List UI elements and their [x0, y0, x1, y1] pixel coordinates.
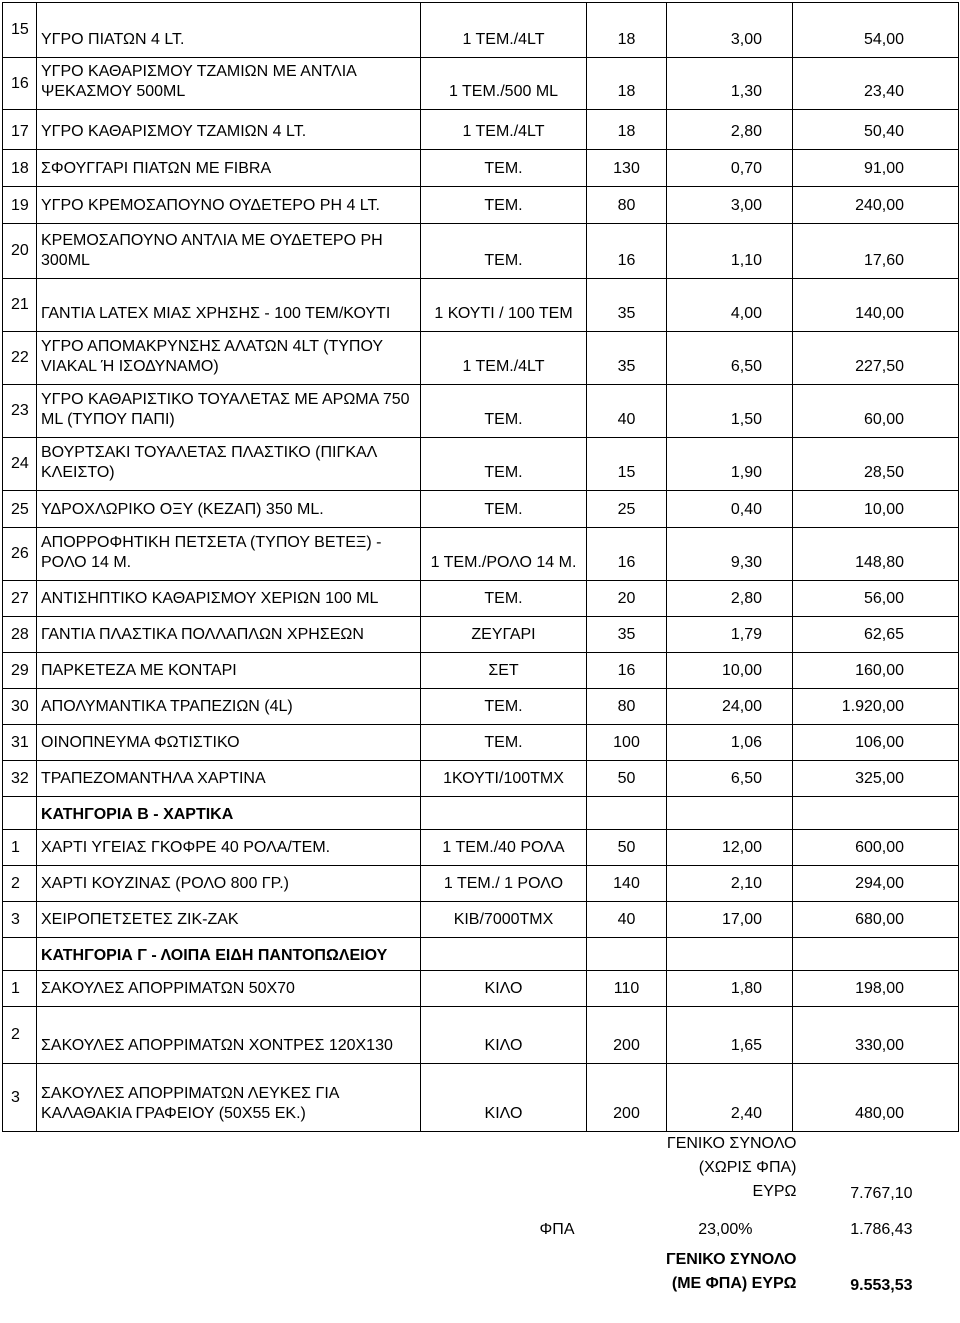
item-unit-price: 2,80 [667, 110, 793, 150]
item-total: 60,00 [793, 385, 959, 438]
item-description: ΥΓΡΟ ΚΑΘΑΡΙΣΜΟΥ ΤΖΑΜΙΩΝ ΜΕ ΑΝΤΛΙΑ ΨΕΚΑΣΜΟΥ 500ML [37, 58, 421, 110]
item-unit: 1 ΤΕΜ./500 ML [421, 58, 587, 110]
item-number: 23 [3, 385, 37, 438]
table-row [3, 385, 959, 438]
item-total: 480,00 [793, 1064, 959, 1132]
item-unit: ΤΕΜ. [421, 150, 587, 187]
item-total: 140,00 [793, 279, 959, 332]
item-unit: ΤΕΜ. [421, 438, 587, 491]
item-quantity: 20 [587, 581, 667, 617]
item-unit-price: 4,00 [667, 279, 793, 332]
item-description: ΥΓΡΟ ΑΠΟΜΑΚΡΥΝΣΗΣ ΑΛΑΤΩΝ 4LT (ΤΥΠΟΥ VIAKAL Ή ΙΣΟΔΥΝΑΜΟ) [37, 332, 421, 385]
item-total: 17,60 [793, 224, 959, 279]
summary-blank [37, 1211, 421, 1247]
item-total: 294,00 [793, 866, 959, 902]
item-total: 50,40 [793, 110, 959, 150]
item-number: 32 [3, 761, 37, 797]
item-number: 21 [3, 279, 37, 332]
item-total: 91,00 [793, 150, 959, 187]
item-unit: ΤΕΜ. [421, 187, 587, 224]
item-number: 29 [3, 653, 37, 689]
table-row [3, 110, 959, 150]
category-empty-cell [793, 938, 959, 971]
item-unit: 1 ΤΕΜ./ΡΟΛΟ 14 Μ. [421, 528, 587, 581]
table-row [3, 150, 959, 187]
category-empty-cell [587, 938, 667, 971]
item-unit-price: 0,40 [667, 491, 793, 528]
table-row [3, 971, 959, 1007]
subtotal-label [421, 1132, 797, 1212]
item-quantity: 25 [587, 491, 667, 528]
item-unit: ΚΙΛΟ [421, 1007, 587, 1064]
grand-total-label [421, 1247, 797, 1303]
item-number: 19 [3, 187, 37, 224]
table-row [3, 902, 959, 938]
item-quantity: 16 [587, 653, 667, 689]
category-title: ΚΑΤΗΓΟΡΙΑ Γ - ΛΟΙΠΑ ΕΙΔΗ ΠΑΝΤΟΠΩΛΕΙΟΥ [37, 938, 421, 971]
vat-value: 1.786,43 [850, 1221, 913, 1238]
vat-rate: 23,00% [698, 1221, 753, 1238]
item-total: 198,00 [793, 971, 959, 1007]
item-description: ΒΟΥΡΤΣΑΚΙ ΤΟΥΑΛΕΤΑΣ ΠΛΑΣΤΙΚΟ (ΠΙΓΚΑΛ ΚΛΕΙΣΤΟ) [37, 438, 421, 491]
table-row [3, 761, 959, 797]
item-number: 2 [3, 866, 37, 902]
item-unit: 1 ΤΕΜ./4LT [421, 332, 587, 385]
vat [3, 1211, 959, 1247]
item-total: 10,00 [793, 491, 959, 528]
item-description: ΥΓΡΟ ΠΙΑΤΩΝ 4 LT. [37, 3, 421, 58]
item-unit: ΤΕΜ. [421, 689, 587, 725]
item-total: 54,00 [793, 3, 959, 58]
item-number: 1 [3, 971, 37, 1007]
category-title: ΚΑΤΗΓΟΡΙΑ Β - ΧΑΡΤΙΚΑ [37, 797, 421, 830]
item-number: 27 [3, 581, 37, 617]
item-quantity: 35 [587, 332, 667, 385]
table-row [3, 689, 959, 725]
item-unit-price: 2,40 [667, 1064, 793, 1132]
item-number: 18 [3, 150, 37, 187]
item-description: ΟΙΝΟΠΝΕΥΜΑ ΦΩΤΙΣΤΙΚΟ [37, 725, 421, 761]
item-number: 17 [3, 110, 37, 150]
price-table [2, 2, 959, 1303]
item-quantity: 200 [587, 1064, 667, 1132]
item-description: ΓΑΝΤΙΑ LATEX ΜΙΑΣ ΧΡΗΣΗΣ - 100 ΤΕΜ/ΚΟΥΤΙ [37, 279, 421, 332]
item-quantity: 15 [587, 438, 667, 491]
item-total: 330,00 [793, 1007, 959, 1064]
summary-blank [3, 1211, 37, 1247]
summary-blank [3, 1247, 37, 1303]
item-quantity: 80 [587, 187, 667, 224]
item-unit-price: 2,10 [667, 866, 793, 902]
item-unit: 1 ΚΟΥΤΙ / 100 ΤΕΜ [421, 279, 587, 332]
category-empty-cell [793, 797, 959, 830]
item-quantity: 18 [587, 110, 667, 150]
table-row [3, 581, 959, 617]
item-description: ΣΦΟΥΓΓΑΡΙ ΠΙΑΤΩΝ ΜΕ FIBRA [37, 150, 421, 187]
item-unit-price: 1,10 [667, 224, 793, 279]
item-unit-price: 0,70 [667, 150, 793, 187]
item-unit-price: 1,50 [667, 385, 793, 438]
item-quantity: 18 [587, 3, 667, 58]
item-unit-price: 3,00 [667, 187, 793, 224]
item-total: 160,00 [793, 653, 959, 689]
item-quantity: 100 [587, 725, 667, 761]
table-row [3, 58, 959, 110]
table-row [3, 725, 959, 761]
item-description: ΤΡΑΠΕΖΟΜΑΝΤΗΛΑ ΧΑΡΤΙΝΑ [37, 761, 421, 797]
item-unit-price: 24,00 [667, 689, 793, 725]
table-row [3, 866, 959, 902]
item-quantity: 40 [587, 385, 667, 438]
item-number: 22 [3, 332, 37, 385]
item-quantity: 140 [587, 866, 667, 902]
item-unit: 1 ΤΕΜ./40 ΡΟΛΑ [421, 830, 587, 866]
item-unit: ΤΕΜ. [421, 491, 587, 528]
item-total: 28,50 [793, 438, 959, 491]
subtotal-value: 7.767,10 [850, 1185, 913, 1202]
item-total: 227,50 [793, 332, 959, 385]
item-unit-price: 10,00 [667, 653, 793, 689]
item-quantity: 130 [587, 150, 667, 187]
vat-label: ΦΠΑ [539, 1221, 575, 1238]
item-number: 24 [3, 438, 37, 491]
item-unit-price: 2,80 [667, 581, 793, 617]
item-description: ΠΑΡΚΕΤΕΖΑ ΜΕ ΚΟΝΤΑΡΙ [37, 653, 421, 689]
item-number: 3 [3, 1064, 37, 1132]
summary-label-text: ΓΕΝΙΚΟ ΣΥΝΟΛΟ (ΧΩΡΙΣ ΦΠΑ) ΕΥΡΩ [666, 1135, 797, 1200]
item-total: 600,00 [793, 830, 959, 866]
item-description: ΥΓΡΟ ΚΡΕΜΟΣΑΠΟΥΝΟ ΟΥΔΕΤΕΡΟ PH 4 LT. [37, 187, 421, 224]
item-quantity: 18 [587, 58, 667, 110]
item-description: ΥΔΡΟΧΛΩΡΙΚΟ ΟΞΥ (ΚΕΖΑΠ) 350 ML. [37, 491, 421, 528]
item-description: ΚΡΕΜΟΣΑΠΟΥΝΟ ΑΝΤΛΙΑ ΜΕ ΟΥΔΕΤΕΡΟ PH 300ML [37, 224, 421, 279]
category-empty-cell [667, 797, 793, 830]
subtotal [3, 1132, 959, 1212]
table-row [3, 3, 959, 58]
item-total: 1.920,00 [793, 689, 959, 725]
item-description: ΑΠΟΡΡΟΦΗΤΙΚΗ ΠΕΤΣΕΤΑ (ΤΥΠΟΥ ΒΕΤΕΞ) - ΡΟΛΟ 14 Μ. [37, 528, 421, 581]
category-empty-cell [421, 938, 587, 971]
item-description: ΣΑΚΟΥΛΕΣ ΑΠΟΡΡΙΜΑΤΩΝ ΛΕΥΚΕΣ ΓΙΑ ΚΑΛΑΘΑΚΙΑ ΓΡΑΦΕΙΟΥ (50Χ55 ΕΚ.) [37, 1064, 421, 1132]
item-number: 1 [3, 830, 37, 866]
table-row [3, 653, 959, 689]
item-quantity: 200 [587, 1007, 667, 1064]
item-number: 28 [3, 617, 37, 653]
item-description: ΑΝΤΙΣΗΠΤΙΚΟ ΚΑΘΑΡΙΣΜΟΥ ΧΕΡΙΩΝ 100 ML [37, 581, 421, 617]
item-number: 20 [3, 224, 37, 279]
item-total: 106,00 [793, 725, 959, 761]
item-total: 325,00 [793, 761, 959, 797]
category-number-cell [3, 797, 37, 830]
item-description: ΣΑΚΟΥΛΕΣ ΑΠΟΡΡΙΜΑΤΩΝ 50Χ70 [37, 971, 421, 1007]
item-unit: ΤΕΜ. [421, 581, 587, 617]
table-row [3, 1064, 959, 1132]
item-unit-price: 1,65 [667, 1007, 793, 1064]
category-number-cell [3, 938, 37, 971]
item-unit: 1ΚΟΥΤΙ/100ΤΜΧ [421, 761, 587, 797]
item-number: 15 [3, 3, 37, 58]
item-description: ΑΠΟΛΥΜΑΝΤΙΚΑ ΤΡΑΠΕΖΙΩΝ (4L) [37, 689, 421, 725]
item-unit-price: 1,30 [667, 58, 793, 110]
item-description: ΧΑΡΤΙ ΥΓΕΙΑΣ ΓΚΟΦΡΕ 40 ΡΟΛΑ/ΤΕΜ. [37, 830, 421, 866]
item-unit: ΚΙΛΟ [421, 971, 587, 1007]
grand-total-value: 9.553,53 [850, 1277, 913, 1294]
item-total: 148,80 [793, 528, 959, 581]
item-quantity: 40 [587, 902, 667, 938]
item-description: ΥΓΡΟ ΚΑΘΑΡΙΣΜΟΥ ΤΖΑΜΙΩΝ 4 LT. [37, 110, 421, 150]
summary-blank [3, 1132, 37, 1212]
item-number: 26 [3, 528, 37, 581]
item-unit: 1 ΤΕΜ./4LT [421, 110, 587, 150]
item-description: ΧΑΡΤΙ ΚΟΥΖΙΝΑΣ (ΡΟΛΟ 800 ΓΡ.) [37, 866, 421, 902]
item-quantity: 35 [587, 279, 667, 332]
table-row [3, 438, 959, 491]
item-description: ΧΕΙΡΟΠΕΤΣΕΤΕΣ ΖΙΚ-ΖΑΚ [37, 902, 421, 938]
item-total: 240,00 [793, 187, 959, 224]
item-unit-price: 17,00 [667, 902, 793, 938]
category-empty-cell [667, 938, 793, 971]
table-row [3, 224, 959, 279]
item-unit: ΤΕΜ. [421, 725, 587, 761]
item-number: 2 [3, 1007, 37, 1064]
item-unit-price: 1,90 [667, 438, 793, 491]
item-number: 31 [3, 725, 37, 761]
item-unit: 1 ΤΕΜ./4LT [421, 3, 587, 58]
item-number: 30 [3, 689, 37, 725]
item-description: ΥΓΡΟ ΚΑΘΑΡΙΣΤΙΚΟ ΤΟΥΑΛΕΤΑΣ ΜΕ ΑΡΩΜΑ 750 ML (ΤΥΠΟΥ ΠΑΠΙ) [37, 385, 421, 438]
item-unit: ΤΕΜ. [421, 385, 587, 438]
table-row [3, 617, 959, 653]
item-unit: ΚΙΒ/7000ΤΜΧ [421, 902, 587, 938]
item-number: 25 [3, 491, 37, 528]
item-description: ΣΑΚΟΥΛΕΣ ΑΠΟΡΡΙΜΑΤΩΝ ΧΟΝΤΡΕΣ 120Χ130 [37, 1007, 421, 1064]
item-unit: ΤΕΜ. [421, 224, 587, 279]
table-row [3, 491, 959, 528]
table-row [3, 528, 959, 581]
item-unit: ΚΙΛΟ [421, 1064, 587, 1132]
category-row [3, 797, 959, 830]
item-unit-price: 12,00 [667, 830, 793, 866]
item-total: 56,00 [793, 581, 959, 617]
table-row [3, 1007, 959, 1064]
item-quantity: 50 [587, 830, 667, 866]
item-number: 3 [3, 902, 37, 938]
item-unit: ΖΕΥΓΑΡΙ [421, 617, 587, 653]
item-unit-price: 1,80 [667, 971, 793, 1007]
category-empty-cell [587, 797, 667, 830]
summary-label-text: ΓΕΝΙΚΟ ΣΥΝΟΛΟ (ΜΕ ΦΠΑ) ΕΥΡΩ [665, 1251, 797, 1292]
item-unit-price: 3,00 [667, 3, 793, 58]
item-number: 16 [3, 58, 37, 110]
item-unit-price: 6,50 [667, 761, 793, 797]
table-row [3, 332, 959, 385]
item-quantity: 50 [587, 761, 667, 797]
category-row [3, 938, 959, 971]
grand-total [3, 1247, 959, 1303]
table-row [3, 279, 959, 332]
category-empty-cell [421, 797, 587, 830]
item-total: 62,65 [793, 617, 959, 653]
item-quantity: 16 [587, 528, 667, 581]
summary-blank [37, 1247, 421, 1303]
item-unit-price: 1,06 [667, 725, 793, 761]
item-description: ΓΑΝΤΙΑ ΠΛΑΣΤΙΚΑ ΠΟΛΛΑΠΛΩΝ ΧΡΗΣΕΩΝ [37, 617, 421, 653]
table-row [3, 187, 959, 224]
summary-blank [37, 1132, 421, 1212]
item-unit: 1 ΤΕΜ./ 1 ΡΟΛΟ [421, 866, 587, 902]
item-unit-price: 6,50 [667, 332, 793, 385]
item-unit-price: 1,79 [667, 617, 793, 653]
item-total: 23,40 [793, 58, 959, 110]
item-total: 680,00 [793, 902, 959, 938]
item-quantity: 80 [587, 689, 667, 725]
item-quantity: 35 [587, 617, 667, 653]
item-quantity: 110 [587, 971, 667, 1007]
item-quantity: 16 [587, 224, 667, 279]
item-unit-price: 9,30 [667, 528, 793, 581]
item-unit: ΣΕΤ [421, 653, 587, 689]
table-row [3, 830, 959, 866]
